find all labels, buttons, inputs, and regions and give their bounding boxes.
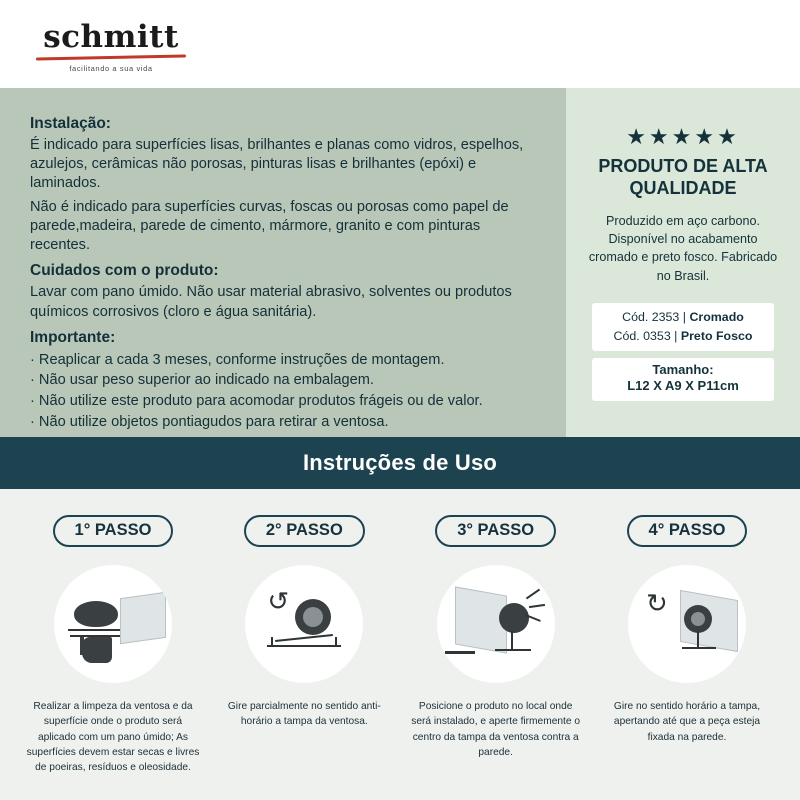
step-3-illustration [437, 565, 555, 683]
step-3-caption: Posicione o produto no local onde será instalado, e aperte firmemente o centro da tampa da ventosa contra a parede. [411, 701, 581, 758]
code-separator: | [682, 309, 686, 324]
product-stem [697, 631, 699, 647]
hand-finger [80, 637, 84, 655]
shelf-line [275, 634, 333, 642]
product-base [495, 649, 531, 651]
quality-headline [584, 156, 782, 200]
care-title: Cuidados com o produto: [30, 262, 219, 280]
instructions-title: Instruções de Uso [302, 450, 498, 475]
suction-cup-icon [74, 601, 118, 627]
not-indicated-body: Não é indicado para superfícies curvas, foscas ou porosas como papel de parede,madeira, parede de cimento, mármore, granito e com pinturas recentes. [30, 198, 509, 254]
logo-underline-decoration [36, 54, 186, 60]
code-separator: | [674, 328, 678, 343]
push-arrow-icon [445, 651, 475, 654]
product-finish: Preto Fosco [680, 328, 753, 343]
quality-headline-line2: QUALIDADE [629, 177, 737, 198]
hand-icon [82, 637, 112, 663]
step-4-caption: Gire no sentido horário a tampa, apertando até que a peça esteja fixada na parede. [613, 701, 761, 743]
counterclockwise-arrow-icon: ↺ [267, 587, 290, 617]
product-codes-box [592, 303, 774, 351]
header [0, 0, 800, 88]
suction-cap-inner [691, 612, 705, 626]
step-1 [22, 515, 204, 800]
brand-tagline: facilitando a sua vida [69, 63, 153, 73]
install-title: Instalação: [30, 115, 111, 132]
important-bullet: · Reaplicar a cada 3 meses, conforme instruções de montagem. [30, 351, 445, 368]
impact-mark [526, 589, 540, 600]
step-1-badge: 1° PASSO [53, 515, 174, 547]
shelf-line [267, 645, 341, 647]
info-band [0, 88, 800, 437]
product-code-row [600, 308, 766, 327]
important-title: Importante: [30, 328, 116, 346]
step-2 [213, 515, 395, 800]
surface-panel-icon [120, 592, 166, 644]
important-bullet: · Não usar peso superior ao indicado na embalagem. [30, 372, 374, 389]
product-description: Produzido em aço carbono. Disponível no acabamento cromado e preto fosco. Fabricado no Brasil. [588, 213, 778, 283]
step-2-caption: Gire parcialmente no sentido anti-horário a tampa da ventosa. [227, 701, 381, 728]
important-bullet: · Não utilize objetos pontiagudos para retirar a ventosa. [30, 413, 389, 430]
star-rating-icon: ★★★★★ [626, 124, 740, 149]
suction-cap-icon [499, 603, 529, 633]
step-1-illustration [54, 565, 172, 683]
size-label: Tamanho: [652, 362, 714, 378]
install-body: É indicado para superfícies lisas, brilhantes e planas como vidros, espelhos, azulejos, cerâmicas não porosas, pinturas lisas e brilhantes (epóxi) e laminados. [30, 136, 524, 192]
step-1-caption: Realizar a limpeza da ventosa e da superfície onde o produto será aplicado com um pano úmido; As superfícies devem estar secas e livres de poeiras, resíduos e oleosidade. [26, 701, 200, 774]
important-bullet: · Não utilize este produto para acomodar produtos frágeis ou de valor. [30, 393, 483, 410]
impact-mark [529, 604, 545, 608]
steps-row [0, 489, 800, 800]
product-code: Cód. 2353 [622, 309, 680, 324]
step-2-illustration [245, 565, 363, 683]
step-3 [405, 515, 587, 800]
clockwise-arrow-icon: ↻ [645, 589, 668, 619]
shelf-support [335, 637, 337, 647]
product-code: Cód. 0353 [613, 328, 671, 343]
size-value: L12 X A9 X P11cm [627, 378, 739, 394]
step-2-badge: 2° PASSO [244, 515, 365, 547]
product-code-row [600, 327, 766, 346]
product-size-box [592, 358, 774, 401]
step-4-illustration [628, 565, 746, 683]
step-4-badge: 4° PASSO [627, 515, 748, 547]
care-body: Lavar com pano úmido. Não usar material abrasivo, solventes ou produtos químicos corrosivos (cloro e água sanitária). [30, 284, 512, 320]
product-stem [511, 631, 513, 649]
product-base [682, 647, 716, 649]
quality-headline-line1: PRODUTO DE ALTA [598, 156, 768, 176]
shelf-support [271, 637, 273, 647]
step-4 [596, 515, 778, 800]
instructions-header [0, 437, 800, 489]
brand-name: schmitt [43, 18, 179, 55]
important-bullets [30, 350, 542, 433]
step-3-badge: 3° PASSO [435, 515, 556, 547]
usage-info-panel [0, 88, 566, 437]
quality-panel [566, 88, 800, 437]
suction-base-line [68, 629, 124, 631]
brand-logo [36, 16, 186, 73]
product-finish: Cromado [689, 309, 744, 324]
